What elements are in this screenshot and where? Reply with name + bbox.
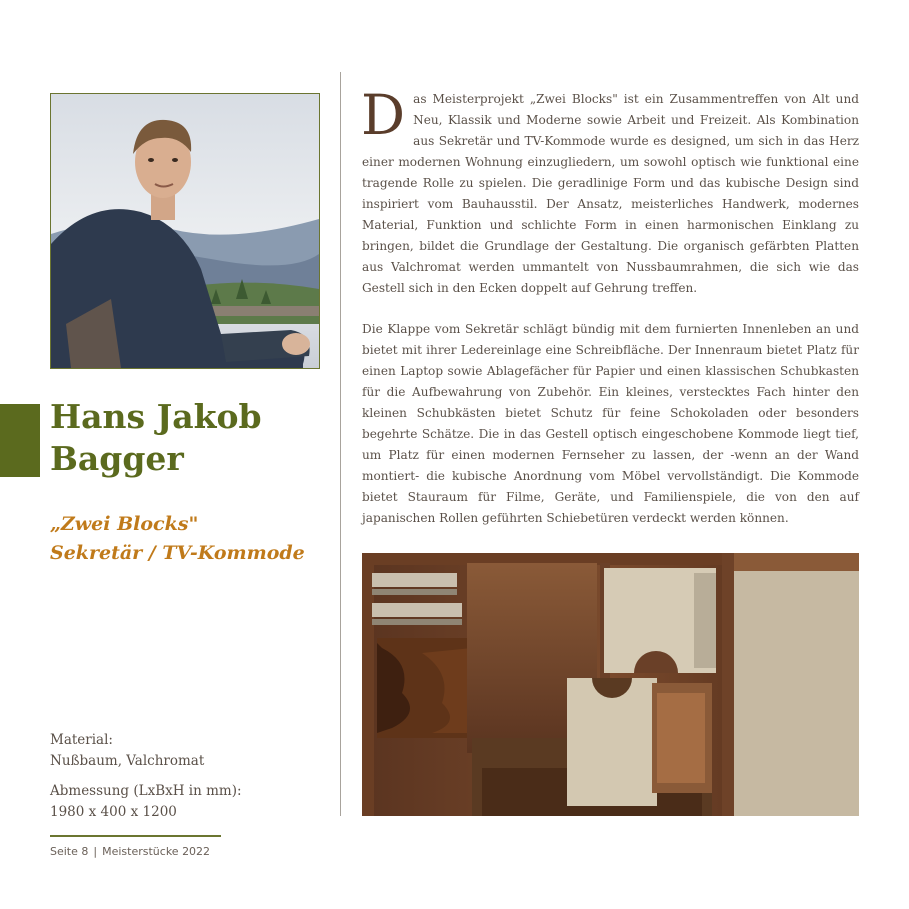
paragraph-2: Die Klappe vom Sekretär schlägt bündig mit dem furnierten Innenleben an und bietet mit ihrer Ledereinlage eine Schreibfläche. Der Innenraum bietet Platz für einen Laptop sowie Ablagefächer für Papier und einen klassischen Schubkasten für die Aufbewahrung von Zubehör. Ein kleines, verstecktes Fach hinter den kleinen Schubkästen bietet Schutz für feine Schokoladen oder besonders begehrte Schätze. Die in das Gestell optisch eingeschobene Kommode liegt tief, um Platz für einen modernen Fernseher zu lassen, der -wenn an der Wand montiert- die kubische Anordnung vom Möbel vervollständigt. Die Kommode bietet Stauraum für Filme, Geräte, und Familienspiele, die von den auf japanischen Rollen geführten Schiebetüren verdeckt werden können. xyxy=(362,322,859,525)
project-title-line1: „Zwei Blocks" xyxy=(50,513,199,535)
dimensions-label: Abmessung (LxBxH in mm): xyxy=(50,783,242,799)
designer-name-line2: Bagger xyxy=(50,439,184,478)
designer-name-line1: Hans Jakob xyxy=(50,397,262,436)
publication-name: Meisterstücke 2022 xyxy=(102,845,211,858)
designer-name xyxy=(50,396,330,480)
material-label: Material: xyxy=(50,732,113,748)
page-footer xyxy=(50,845,210,858)
footer-separator: | xyxy=(93,845,98,858)
dimensions-value: 1980 x 400 x 1200 xyxy=(50,803,177,820)
project-title xyxy=(50,510,350,568)
footer-divider xyxy=(50,835,221,837)
project-title-line2: Sekretär / TV-Kommode xyxy=(50,542,305,564)
column-divider xyxy=(340,72,341,816)
accent-bar xyxy=(0,404,40,477)
paragraph-1-text: as Meisterprojekt „Zwei Blocks" ist ein Zusammentreffen von Alt und Neu, Klassik und Moderne sowie Arbeit und Freizeit. Als Kombination aus Sekretär und TV-Kommode wurde es designed, um sich in das Herz einer modernen Wohnung einzugliedern, um sowohl optisch wie funktional eine tragende Rolle zu spielen. Die geradlinige Form und das kubische Design sind inspiriert vom Bauhausstil. Der Ansatz, meisterliches Handwerk, modernes Material, Funktion und schlichte Form in einen harmonischen Einklang zu bringen, bildet die Grundlage der Gestaltung. Die organisch gefärbten Platten aus Valchromat werden ummantelt von Nussbaumrahmen, die sich wie das Gestell sich in den Ecken doppelt auf Gehrung treffen. xyxy=(362,92,859,295)
article-body xyxy=(361,83,859,549)
furniture-photo xyxy=(362,553,859,816)
spec-spacer xyxy=(50,771,310,781)
drop-cap: D xyxy=(361,83,406,147)
page-number: Seite 8 xyxy=(50,845,89,858)
paragraph-1 xyxy=(361,83,859,299)
material-value: Nußbaum, Valchromat xyxy=(50,752,205,769)
designer-portrait-photo xyxy=(50,93,320,369)
specifications xyxy=(50,730,310,822)
